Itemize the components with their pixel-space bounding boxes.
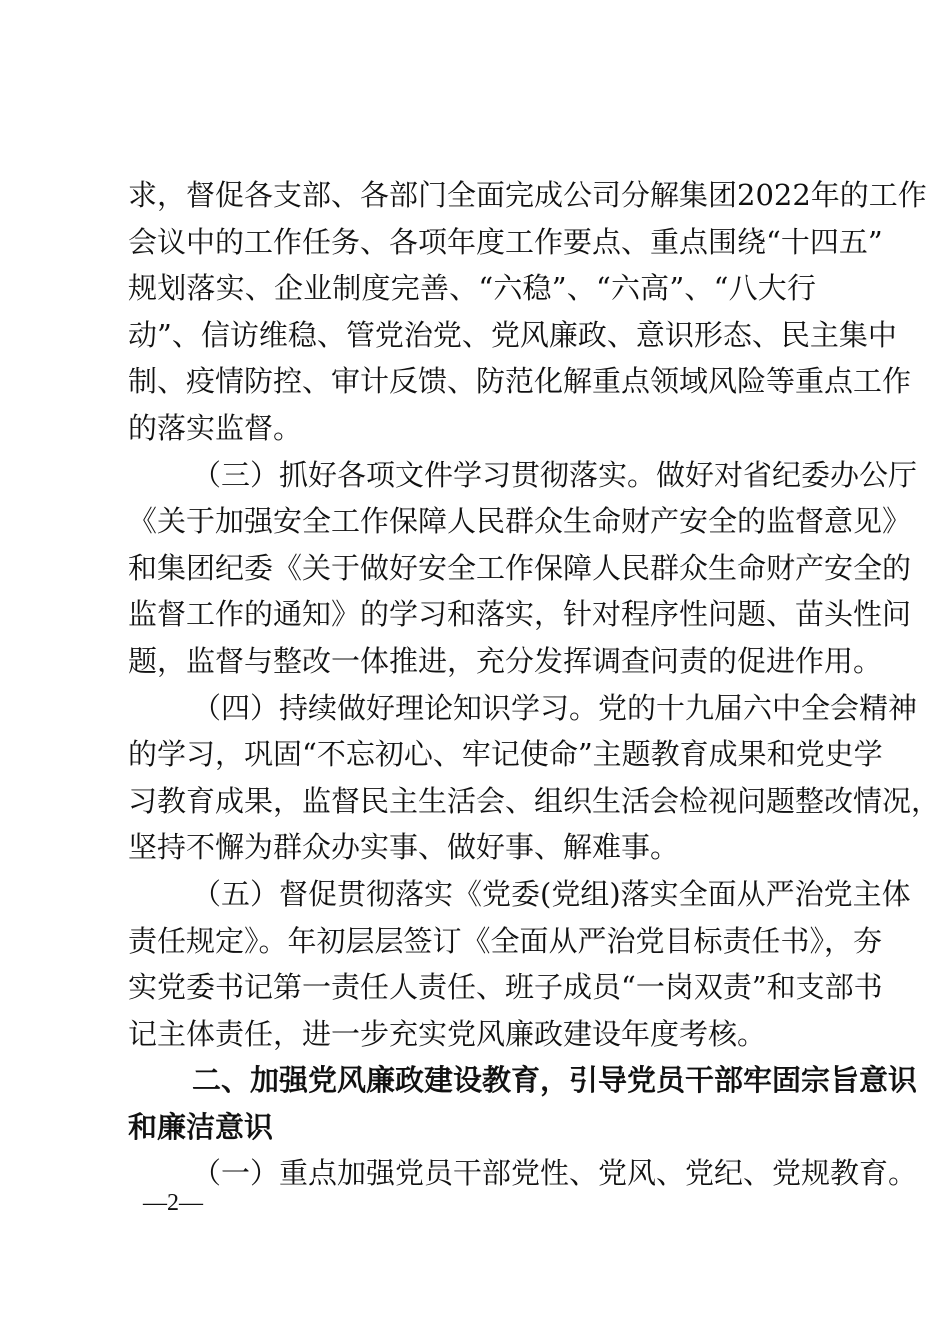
text-line: 坚持不懈为群众办实事、做好事、解难事。 [128, 830, 680, 865]
text-line: 求，督促各支部、各部门全面完成公司分解集团2022年的工作 [128, 178, 927, 212]
document-body [128, 172, 941, 1197]
paragraph-section-3 [128, 452, 918, 685]
text-line: （五）督促贯彻落实《党委(党组)落实全面从严治党主体 [192, 876, 911, 911]
text-line: （一）重点加强党员干部党性、党风、党纪、党规教育。 [192, 1156, 918, 1191]
text-line: 记主体责任，进一步充实党风廉政建设年度考核。 [128, 1016, 767, 1051]
text-line: 题，监督与整改一体推进，充分发挥调查问责的促进作用。 [128, 643, 883, 678]
paragraph-supervision-tasks [128, 172, 927, 452]
text-line: 动”、信访维稳、管党治党、党风廉政、意识形态、民主集中 [128, 317, 897, 352]
text-line: 会议中的工作任务、各项年度工作要点、重点围绕“十四五” [128, 224, 883, 259]
text-line: 和集团纪委《关于做好安全工作保障人民群众生命财产安全的 [128, 550, 912, 585]
text-line: 实党委书记第一责任人责任、班子成员“一岗双责”和支部书 [128, 970, 883, 1005]
text-line: 《关于加强安全工作保障人民群众生命财产安全的监督意见》 [128, 504, 912, 539]
paragraph-section-5 [128, 871, 911, 1057]
text-line: 监督工作的通知》的学习和落实，针对程序性问题、苗头性问 [128, 597, 912, 632]
text-line: （四）持续做好理论知识学习。党的十九届六中全会精神 [192, 690, 918, 725]
text-line: 的落实监督。 [128, 410, 303, 445]
text-line: 制、疫情防控、审计反馈、防范化解重点领域风险等重点工作 [128, 364, 912, 399]
text-line: 规划落实、企业制度完善、“六稳”、“六高”、“八大行 [128, 271, 816, 306]
text-line: 习教育成果，监督民主生活会、组织生活会检视问题整改情况， [128, 783, 941, 818]
text-line: 责任规定》。年初层层签订《全面从严治党目标责任书》，夯 [128, 923, 883, 958]
section-heading-2 [128, 1057, 918, 1150]
text-line: 的学习，巩固“不忘初心、牢记使命”主题教育成果和党史学 [128, 737, 883, 772]
paragraph-subsection-1 [128, 1150, 918, 1197]
heading-line: 二、加强党风廉政建设教育，引导党员干部牢固宗旨意识 [192, 1063, 918, 1098]
text-line: （三）抓好各项文件学习贯彻落实。做好对省纪委办公厅 [192, 457, 918, 492]
heading-line: 和廉洁意识 [128, 1109, 274, 1144]
paragraph-section-4 [128, 685, 941, 871]
page-number: —2— [143, 1190, 203, 1216]
